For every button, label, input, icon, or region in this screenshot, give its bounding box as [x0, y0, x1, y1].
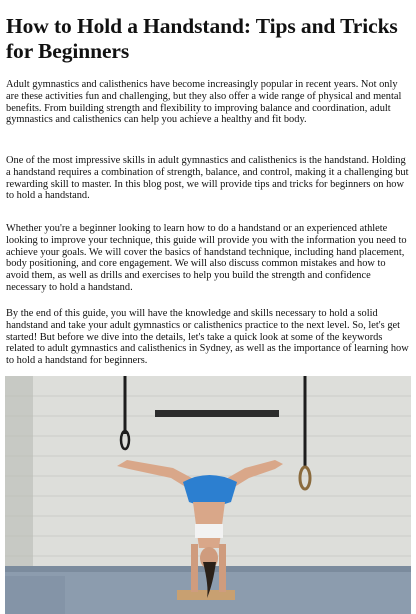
paragraph-handstand-skill: One of the most impressive skills in adult gymnastics and calisthenics is the handstand. Holding a handstand requires a combination of strength, balance, and control, making it a challenging but rewarding skill to master. In this blog post, we will provide tips and tricks for beginners on how to hold a handstand.	[6, 155, 409, 202]
article-title: How to Hold a Handstand: Tips and Tricks for Beginners	[6, 14, 398, 63]
article	[6, 0, 410, 367]
paragraph-guide-overview: Whether you're a beginner looking to learn how to do a handstand or an experienced athlete looking to improve your technique, this guide will provide you with the information you need to achieve your goals. We will cover the basics of handstand technique, including hand placement, body positioning, and core engagement. We will also discuss common mistakes and how to avoid them, as well as drills and exercises to help you build the strength and confidence necessary to hold a handstand.	[6, 223, 407, 293]
handstand-photo	[5, 376, 411, 614]
paragraph-conclusion: By the end of this guide, you will have the knowledge and skills necessary to hold a solid handstand and take your adult gymnastics or calisthenics practice to the next level. So, let's get started! But before we dive into the details, let's take a quick look at some of the keywords related to adult gymnastics and calisthenics in Sydney, as well as the importance of learning how to hold a handstand for beginners.	[6, 308, 409, 367]
paragraph-intro: Adult gymnastics and calisthenics have become increasingly popular in recent years. Not only are these activities fun and challenging, but they also offer a wide range of physical and mental benefits. From building strength and flexibility to improving balance and coordination, adult gymnastics and calisthenics can help you achieve a healthy and fit body.	[6, 79, 402, 126]
